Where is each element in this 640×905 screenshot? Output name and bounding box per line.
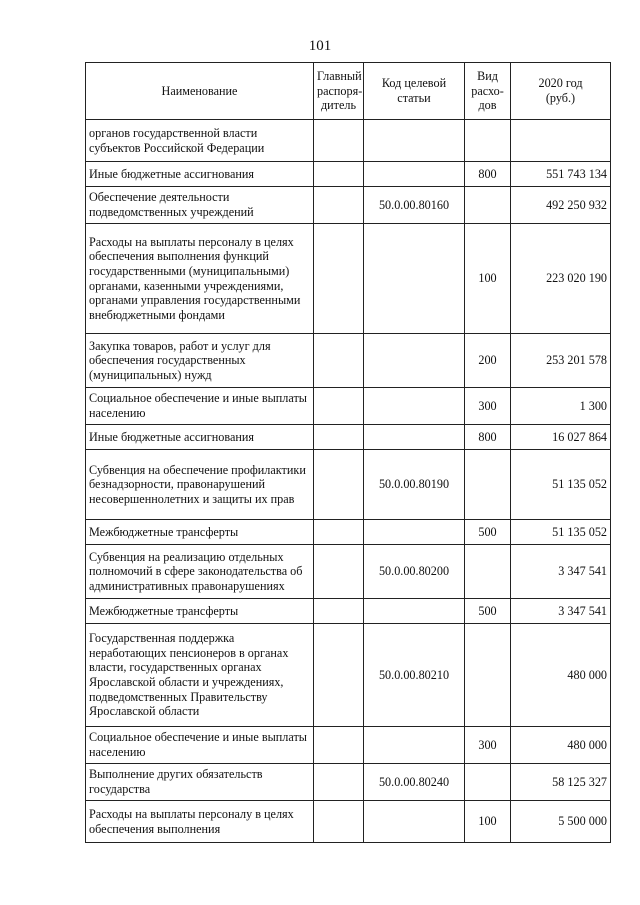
row-chief-cell <box>314 624 364 727</box>
row-chief-cell <box>314 187 364 224</box>
table-row <box>86 187 611 224</box>
row-code-cell <box>364 224 465 334</box>
header-type: Вид расхо- дов <box>465 63 511 120</box>
row-code-cell <box>364 334 465 388</box>
table-row <box>86 599 611 624</box>
row-name-cell: Межбюджетные трансферты <box>86 599 314 624</box>
table-row <box>86 162 611 187</box>
row-amount-cell: 480 000 <box>511 727 611 764</box>
row-name-cell: Межбюджетные трансферты <box>86 520 314 545</box>
row-type-cell: 300 <box>465 727 511 764</box>
table-row <box>86 545 611 599</box>
row-type-cell: 100 <box>465 224 511 334</box>
table-header <box>86 63 611 120</box>
row-chief-cell <box>314 545 364 599</box>
row-name-cell: Государственная поддержка неработающих пенсионеров в органах власти, государственных органах Ярославской области и учреждениях, подведомственных Правительству Ярославской области <box>86 624 314 727</box>
row-chief-cell <box>314 520 364 545</box>
row-amount-cell: 51 135 052 <box>511 450 611 520</box>
row-amount-cell: 480 000 <box>511 624 611 727</box>
row-code-cell <box>364 162 465 187</box>
row-amount-cell: 51 135 052 <box>511 520 611 545</box>
budget-table <box>85 62 611 843</box>
table-row <box>86 727 611 764</box>
row-name-cell: Субвенция на обеспечение профилактики безнадзорности, правонарушений несовершеннолетних и защиты их прав <box>86 450 314 520</box>
table-row <box>86 334 611 388</box>
row-type-cell <box>465 450 511 520</box>
row-code-cell: 50.0.00.80240 <box>364 764 465 801</box>
row-name-cell: Расходы на выплаты персоналу в целях обеспечения выполнения функций государственными (муниципальными) органами, казенными учреждениями, органами управления государственными внебюджетными фондами <box>86 224 314 334</box>
row-name-cell: Субвенция на реализацию отдельных полномочий в сфере законодательства об административных правонарушениях <box>86 545 314 599</box>
row-code-cell: 50.0.00.80210 <box>364 624 465 727</box>
row-amount-cell: 551 743 134 <box>511 162 611 187</box>
row-type-cell <box>465 764 511 801</box>
row-code-cell <box>364 520 465 545</box>
row-name-cell: Социальное обеспечение и иные выплаты населению <box>86 388 314 425</box>
row-code-cell <box>364 801 465 843</box>
row-chief-cell <box>314 388 364 425</box>
row-type-cell: 500 <box>465 599 511 624</box>
row-amount-cell: 3 347 541 <box>511 545 611 599</box>
header-amount: 2020 год (руб.) <box>511 63 611 120</box>
row-type-cell <box>465 120 511 162</box>
row-code-cell: 50.0.00.80200 <box>364 545 465 599</box>
row-name-cell: Расходы на выплаты персоналу в целях обеспечения выполнения <box>86 801 314 843</box>
table-row <box>86 120 611 162</box>
row-type-cell: 300 <box>465 388 511 425</box>
row-chief-cell <box>314 425 364 450</box>
row-amount-cell: 58 125 327 <box>511 764 611 801</box>
row-code-cell <box>364 425 465 450</box>
row-chief-cell <box>314 120 364 162</box>
page-number: 101 <box>308 38 332 54</box>
row-name-cell: Обеспечение деятельности подведомственных учреждений <box>86 187 314 224</box>
table-row <box>86 520 611 545</box>
header-name: Наименование <box>86 63 314 120</box>
row-name-cell: Иные бюджетные ассигнования <box>86 162 314 187</box>
row-amount-cell: 1 300 <box>511 388 611 425</box>
table-row <box>86 425 611 450</box>
table-row <box>86 624 611 727</box>
row-type-cell <box>465 624 511 727</box>
row-amount-cell: 492 250 932 <box>511 187 611 224</box>
row-chief-cell <box>314 727 364 764</box>
table-row <box>86 388 611 425</box>
row-code-cell <box>364 120 465 162</box>
row-type-cell: 800 <box>465 425 511 450</box>
row-chief-cell <box>314 450 364 520</box>
row-chief-cell <box>314 162 364 187</box>
row-type-cell <box>465 187 511 224</box>
table-row <box>86 450 611 520</box>
row-name-cell: Социальное обеспечение и иные выплаты населению <box>86 727 314 764</box>
table-row <box>86 764 611 801</box>
row-amount-cell: 253 201 578 <box>511 334 611 388</box>
row-type-cell: 800 <box>465 162 511 187</box>
row-amount-cell: 223 020 190 <box>511 224 611 334</box>
header-chief: Главный распоря- дитель <box>314 63 364 120</box>
row-chief-cell <box>314 334 364 388</box>
row-amount-cell: 5 500 000 <box>511 801 611 843</box>
row-amount-cell: 16 027 864 <box>511 425 611 450</box>
row-type-cell: 200 <box>465 334 511 388</box>
row-name-cell: Закупка товаров, работ и услуг для обеспечения государственных (муниципальных) нужд <box>86 334 314 388</box>
table-row <box>86 801 611 843</box>
row-code-cell <box>364 599 465 624</box>
row-type-cell: 500 <box>465 520 511 545</box>
row-type-cell <box>465 545 511 599</box>
row-type-cell: 100 <box>465 801 511 843</box>
row-name-cell: Иные бюджетные ассигнования <box>86 425 314 450</box>
row-chief-cell <box>314 801 364 843</box>
row-amount-cell: 3 347 541 <box>511 599 611 624</box>
row-code-cell: 50.0.00.80160 <box>364 187 465 224</box>
row-name-cell: Выполнение других обязательств государства <box>86 764 314 801</box>
row-code-cell <box>364 388 465 425</box>
table-body <box>86 120 611 843</box>
header-code: Код целевой статьи <box>364 63 465 120</box>
row-chief-cell <box>314 764 364 801</box>
table-row <box>86 224 611 334</box>
row-code-cell <box>364 727 465 764</box>
row-name-cell: органов государственной власти субъектов Российской Федерации <box>86 120 314 162</box>
row-chief-cell <box>314 599 364 624</box>
header-row <box>86 63 611 120</box>
row-amount-cell <box>511 120 611 162</box>
row-code-cell: 50.0.00.80190 <box>364 450 465 520</box>
row-chief-cell <box>314 224 364 334</box>
